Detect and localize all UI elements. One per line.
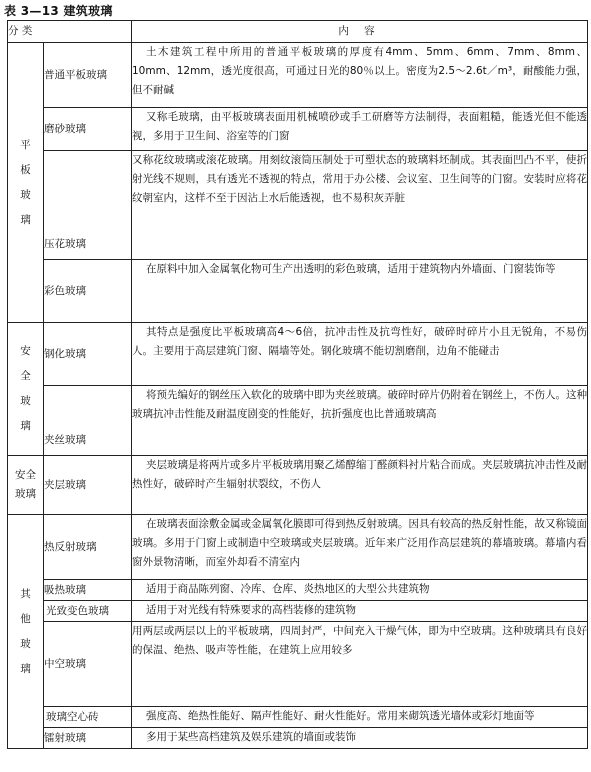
table-row [8, 515, 588, 580]
category-flat-glass: 平 板 玻 璃 [8, 43, 44, 323]
table-row [8, 43, 588, 108]
table-row [8, 728, 588, 749]
header-content: 内 容 [132, 21, 588, 43]
table-row [8, 260, 588, 323]
glass-description: 又称毛玻璃，由平板玻璃表面用机械喷砂或手工研磨等方法制得，表面粗糙，能透光但不能透视，多用于卫生间、浴室等的门窗 [132, 108, 588, 151]
glass-description: 用两层或两层以上的平板玻璃，四周封严，中间充入干燥气体，即为中空玻璃。这种玻璃具有良好的保温、绝热、吸声等性能，在建筑上应用较多 [132, 622, 588, 707]
glass-description: 适用于商品陈列窗、冷库、仓库、炎热地区的大型公共建筑物 [132, 580, 588, 601]
table-row [8, 622, 588, 707]
glass-description: 又称花纹玻璃或滚花玻璃。用刻纹滚筒压制处于可塑状态的玻璃料坯制成。其表面凹凸不平，使折射光线不规则，具有透光不透视的特点，常用于办公楼、会议室、卫生间等的门窗。安装时应将花纹朝室内，这样不至于因沾上水后能透视，也不易积灰弄脏 [132, 151, 588, 260]
category-safety-glass-continued: 安全 玻璃 [8, 456, 44, 515]
glass-description: 其特点是强度比平板玻璃高4～6倍，抗冲击性及抗弯性好，破碎时碎片小且无锐角，不易伤人。主要用于高层建筑门窗、隔墙等处。钢化玻璃不能切割磨削，边角不能碰击 [132, 323, 588, 386]
glass-description: 多用于某些高档建筑及娱乐建筑的墙面或装饰 [132, 728, 588, 749]
category-safety-glass: 安 全 玻 璃 [8, 323, 44, 456]
glass-name: 彩色玻璃 [44, 260, 132, 323]
building-glass-table [7, 20, 588, 749]
glass-name: 普通平板玻璃 [44, 43, 132, 108]
glass-name: 夹层玻璃 [44, 456, 132, 515]
glass-description: 强度高、绝热性能好、隔声性能好、耐火性能好。常用来砌筑透光墙体或彩灯地面等 [132, 707, 588, 728]
table-row [8, 580, 588, 601]
glass-name: 玻璃空心砖 [44, 707, 132, 728]
glass-name: 光致变色玻璃 [44, 601, 132, 622]
glass-description: 土木建筑工程中所用的普通平板玻璃的厚度有4mm、5mm、6mm、7mm、8mm、10mm、12mm，透光度很高，可通过日光的80％以上。密度为2.5～2.6t／m³，耐酸能力强，但不耐碱 [132, 43, 588, 108]
glass-name: 钢化玻璃 [44, 323, 132, 386]
glass-name: 热反射玻璃 [44, 515, 132, 580]
table-row [8, 707, 588, 728]
table-caption: 表 3—13 建筑玻璃 [4, 4, 113, 18]
table-row [8, 386, 588, 456]
table-row [8, 601, 588, 622]
glass-name: 吸热玻璃 [44, 580, 132, 601]
table-header-row [8, 21, 588, 43]
glass-description: 适用于对光线有特殊要求的高档装修的建筑物 [132, 601, 588, 622]
table-row [8, 151, 588, 260]
glass-name: 压花玻璃 [44, 151, 132, 260]
glass-name: 夹丝玻璃 [44, 386, 132, 456]
glass-description: 夹层玻璃是将两片或多片平板玻璃用聚乙烯醇缩丁醛颜料衬片粘合而成。夹层玻璃抗冲击性及耐热性好，破碎时产生辐射状裂纹，不伤人 [132, 456, 588, 515]
table-row [8, 456, 588, 515]
table-row [8, 108, 588, 151]
glass-name: 磨砂玻璃 [44, 108, 132, 151]
header-category: 分 类 [8, 21, 132, 43]
glass-name: 镭射玻璃 [44, 728, 132, 749]
table-row [8, 323, 588, 386]
glass-name: 中空玻璃 [44, 622, 132, 707]
category-other-glass: 其 他 玻 璃 [8, 515, 44, 749]
glass-description: 将预先编好的钢丝压入软化的玻璃中即为夹丝玻璃。破碎时碎片仍附着在钢丝上，不伤人。这种玻璃抗冲击性能及耐温度剧变的性能好，抗折强度也比普通玻璃高 [132, 386, 588, 456]
glass-description: 在原料中加入金属氧化物可生产出透明的彩色玻璃，适用于建筑物内外墙面、门窗装饰等 [132, 260, 588, 323]
glass-description: 在玻璃表面涂敷金属或金属氧化膜即可得到热反射玻璃。因具有较高的热反射性能，故又称镜面玻璃。多用于门窗上或制造中空玻璃或夹层玻璃。近年来广泛用作高层建筑的幕墙玻璃。幕墙内看窗外景物清晰，而室外却看不清室内 [132, 515, 588, 580]
